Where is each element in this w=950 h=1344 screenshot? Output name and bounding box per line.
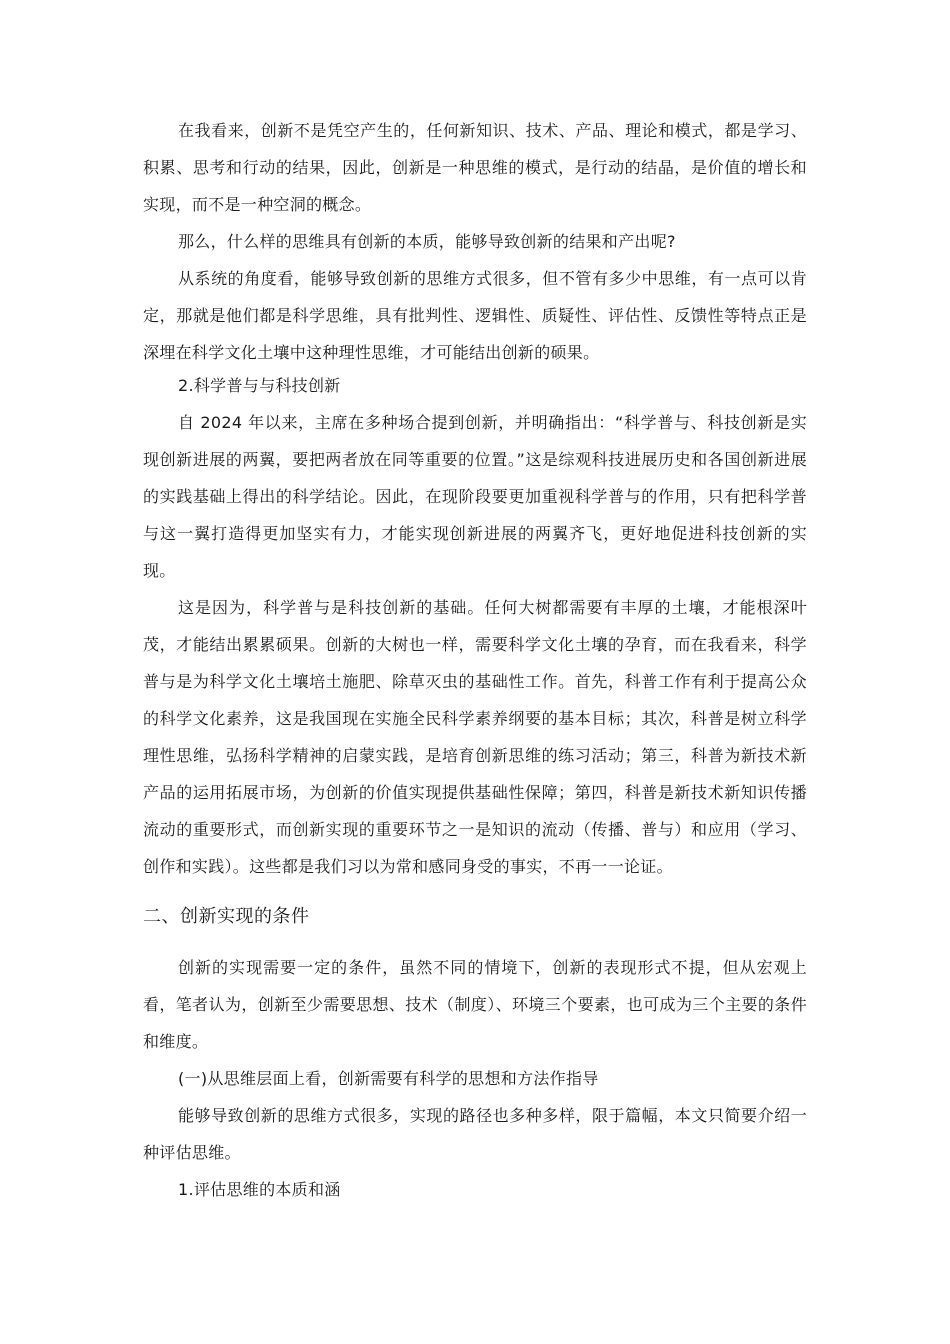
subheading-evaluative-essence: 1.评估思维的本质和涵 [178, 1180, 341, 1199]
paragraph-innovation-definition: 在我看来，创新不是凭空产生的，任何新知识、技术、产品、理论和模式，都是学习、积累、思考和行动的结果，因此，创新是一种思维的模式，是行动的结晶，是价值的增长和实现，而不是一种空洞的概念。 [143, 121, 807, 214]
paragraph-evaluative-thinking: 能够导致创新的思维方式很多，实现的路径也多种多样，限于篇幅，本文只简要介绍一种评估思维。 [143, 1106, 807, 1162]
subheading-science-popularization: 2.科学普与与科技创新 [178, 376, 341, 395]
paragraph-question: 那么，什么样的思维具有创新的本质，能够导致创新的结果和产出呢? [178, 232, 676, 251]
paragraph-conditions: 创新的实现需要一定的条件，虽然不同的情境下，创新的表现形式不提，但从宏观上看，笔者认为，创新至少需要思想、技术（制度）、环境三个要素，也可成为三个主要的条件和维度。 [143, 958, 807, 1051]
paragraph-scientific-thinking: 从系统的角度看，能够导致创新的思维方式很多，但不管有多少中思维，有一点可以肯定，那就是他们都是科学思维，具有批判性、逻辑性、质疑性、评估性、反馈性等特点正是深埋在科学文化土壤中这种理性思维，才可能结出创新的硕果。 [143, 269, 807, 362]
paragraph-two-wings: 自 2024 年以来，主席在多种场合提到创新，并明确指出：“科学普与、科技创新是实现创新进展的两翼，要把两者放在同等重要的位置。”这是综观科技进展历史和各国创新进展的实践基础上得出的科学结论。因此，在现阶段要更加重视科学普与的作用，只有把科学普与这一翼打造得更加坚实有力，才能实现创新进展的两翼齐飞，更好地促进科技创新的实现。 [143, 413, 807, 580]
paragraph-foundation: 这是因为，科学普与是科技创新的基础。任何大树都需要有丰厚的土壤，才能根深叶茂，才能结出累累硕果。创新的大树也一样，需要科学文化土壤的孕育，而在我看来，科学普与是为科学文化土壤培土施肥、除草灭虫的基础性工作。首先，科普工作有利于提高公众的科学文化素养，这是我国现在实施全民科学素养纲要的基本目标；其次，科普是树立科学理性思维，弘扬科学精神的启蒙实践，是培育创新思维的练习活动；第三，科普为新技术新产品的运用拓展市场，为创新的价值实现提供基础性保障；第四，科普是新技术新知识传播流动的重要形式，而创新实现的重要环节之一是知识的流动（传播、普与）和应用（学习、创作和实践）。这些都是我们习以为常和感同身受的事实，不再一一论证。 [143, 598, 807, 876]
subheading-thinking-level: (一)从思维层面上看，创新需要有科学的思想和方法作指导 [178, 1069, 599, 1088]
section-heading-conditions: 二、创新实现的条件 [143, 906, 310, 927]
